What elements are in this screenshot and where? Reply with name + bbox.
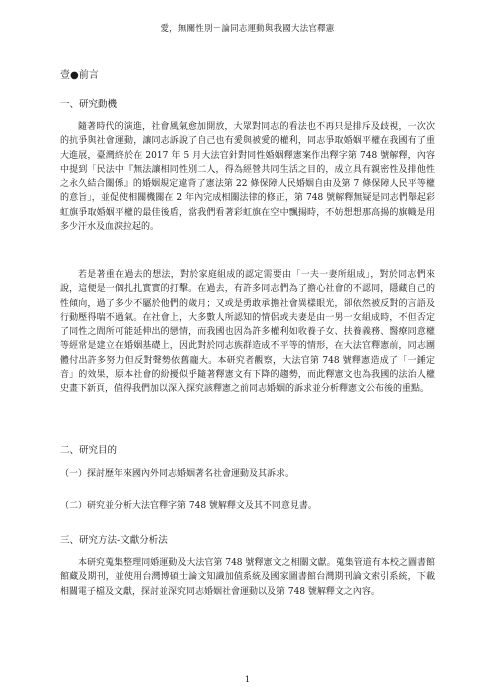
paragraph-motivation-1: 隨著時代的演進，社會風氣愈加開放，大眾對同志的看法也不再只是排斥及歧視，一次次的抗爭與社會運動，讓同志訴說了自己也有愛與被愛的權利，同志爭取婚姻平權在我國有了重大進展，臺灣終於在 2017 年 5 月大法官針對同性婚姻釋憲案作出釋字第 748 號解釋，內容中提到「民法中『無法讓相同性別二人，得為經營共同生活之目的，成立具有親密性及排他性之永久結合關係』的婚姻規定違背了憲法第 22 條保障人民婚姻自由及第 7 條保障人民平等權的意旨」，並促使相關機關在 2 年內完成相關法律的修正，第 748 號解釋無疑是同志們舉起彩虹旗爭取婚姻平權的最佳後盾，當我們看著彩虹旗在空中飄揚時，不妨想想那高揚的旗幟是用多少汗水及血淚拉起的。 bbox=[60, 122, 435, 233]
running-header: 愛，無關性別－論同志運動與我國大法官釋憲 bbox=[160, 24, 335, 34]
paragraph-method: 本研究蒐集整理同婚運動及大法官第 748 號釋憲文之相關文獻。蒐集管道有本校之圖書館館藏及期刊，並使用台灣博碩士論文知識加值系統及國家圖書館台灣期刊論文索引系統，下載相關電子檔及文獻，探討並深究同志婚姻社會運動以及第 748 號解釋文之內容。 bbox=[60, 558, 435, 597]
purpose-item-2: （二）研究並分析大法官釋字第 748 號解釋文及其不同意見書。 bbox=[60, 501, 317, 511]
heading-research-purpose: 二、研究目的 bbox=[60, 445, 118, 456]
heading-research-motivation: 一、研究動機 bbox=[60, 99, 118, 110]
page-number: 1 bbox=[244, 675, 251, 685]
purpose-item-1: （一）探討歷年來國內外同志婚姻著名社會運動及其訴求。 bbox=[60, 469, 295, 479]
heading-research-method: 三、研究方法-文獻分析法 bbox=[60, 535, 168, 546]
paragraph-motivation-2: 若是著重在過去的想法，對於家庭組成的認定需要由「一夫一妻所組成」，對於同志們來說，這便是一個扎扎實實的打擊。在過去，有許多同志們為了擔心社會的不認同，隱藏自己的性傾向，過了多少不屬於他們的歲月；又或是勇敢承擔社會異樣眼光，卻依然被反對的言語及行動壓得喘不過氣。在社會上，大多數人所認知的情侶或夫妻是由一男一女組成時，不但否定了同性之間所可能延伸出的戀情，而我國也因為許多權利如收養子女、扶養義務、醫療同意權等經常是建立在婚姻基礎上，因此對於同志族群造成不平等的情形，在大法官釋憲前，同志團體付出許多努力但反對聲勢依舊龐大。本研究者觀察，大法官第 748 號釋憲造成了「一錘定音」的效果，原本社會的紛擾似乎隨著釋憲文有下降的趨勢，而此釋憲文也為我國的法治人權史畫下新頁，值得我們加以深入探究該釋憲之前同志婚姻的訴求並分析釋憲文公布後的重點。 bbox=[60, 270, 435, 395]
section-title: 壹●前言 bbox=[60, 70, 99, 81]
